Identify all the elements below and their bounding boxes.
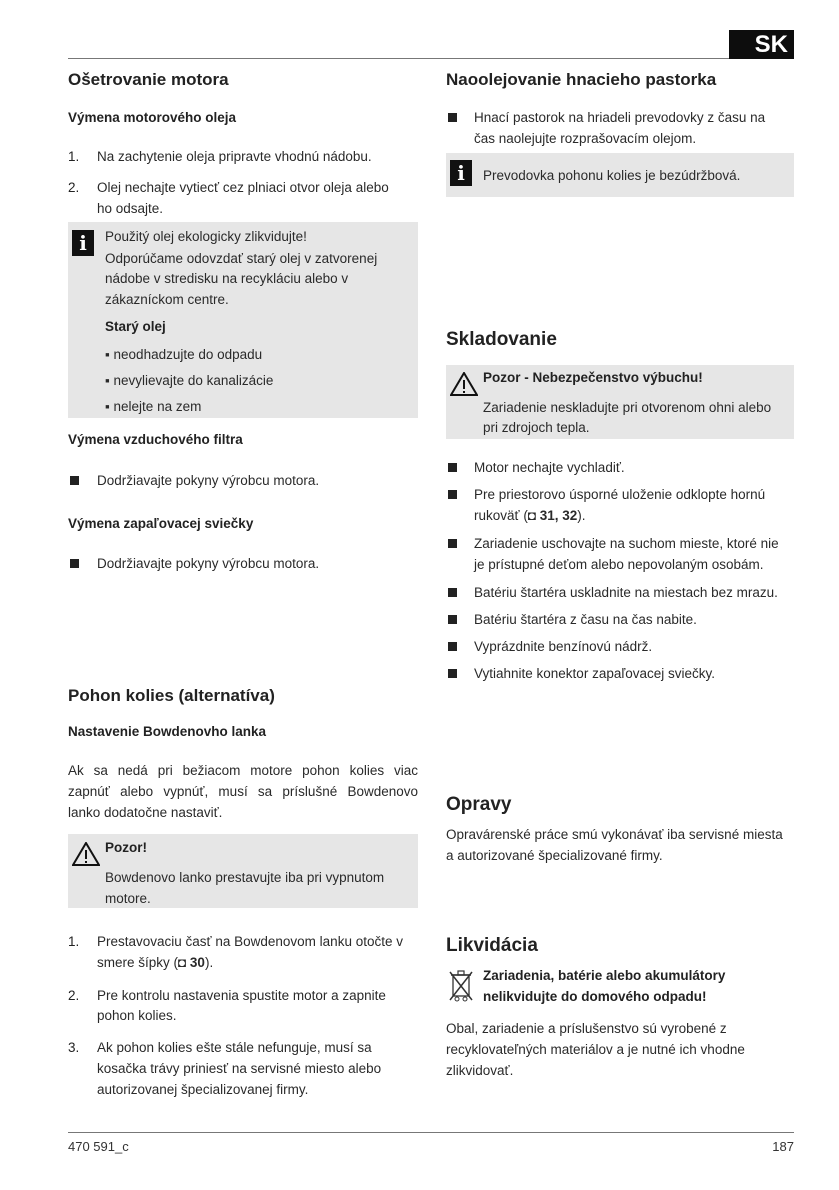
page-number: 187 [772,1139,794,1154]
bullet-text: Vytiahnite konektor zapaľovacej sviečky. [474,666,716,681]
step-number: 2. [68,988,80,1003]
info-text: Prevodovka pohonu kolies je bezúdržbová. [483,168,741,183]
info-icon: i [72,230,94,256]
bullet [448,588,457,597]
bullet [448,463,457,472]
step-number: 1. [68,934,80,949]
step-text: ). [204,955,214,970]
warning-text: Bowdenovo lanko prestavujte iba pri vypnutom [105,870,385,885]
bullet-text: Hnací pastorok na hriadeli prevodovky z času na [474,110,766,125]
info-text: nádobe v stredisku na recykláciu alebo v [105,271,349,286]
bullet [448,539,457,548]
bullet [448,113,457,122]
info-subtitle: Starý olej [105,319,166,334]
bullet-text: čas naolejujte rozprašovacím olejom. [474,131,697,146]
step-number: 2. [68,180,80,195]
figure-ref: 30 [189,955,205,970]
section-title-motor-care: Ošetrovanie motora [68,70,229,89]
language-badge: SK [729,30,794,59]
footer-rule [68,1132,794,1133]
bullet-text: je prístupné deťom alebo nepovolaným osobám. [474,557,764,572]
info-text: Použitý olej ekologicky zlikvidujte! [105,229,307,244]
info-list-item: ▪ neodhadzujte do odpadu [105,347,263,362]
subtitle-spark-plug: Výmena zapaľovacej sviečky [68,516,254,531]
step-text: Olej nechajte vytiecť cez plniaci otvor oleja alebo [97,180,389,195]
paragraph-line: lanko dodatočne nastaviť. [68,805,223,820]
info-list-item: ▪ nevylievajte do kanalizácie [105,373,274,388]
warning-text: motore. [105,891,151,906]
paragraph-line: zapnúť alebo vypnúť, musí sa príslušné Bowdenovo [68,784,418,799]
section-title-storage: Skladovanie [446,329,557,350]
bullet [448,669,457,678]
document-number: 470 591_c [68,1139,129,1154]
warning-text: Zariadenie neskladujte pri otvorenom ohni alebo [483,400,772,415]
paragraph-line: Obal, zariadenie a príslušenstvo sú vyrobené z [446,1021,727,1036]
bullet [448,642,457,651]
warning-title: Pozor! [105,840,147,855]
step-text: smere šípky ( [97,955,179,970]
paragraph-line: Ak sa nedá pri bežiacom motore pohon kolies viac [68,763,418,778]
bullet-text: Pre priestorovo úsporné uloženie odklopte hornú [474,487,766,502]
bullet-text: Dodržiavajte pokyny výrobcu motora. [97,556,320,571]
info-list-item: ▪ nelejte na zem [105,399,202,414]
paragraph-line: recyklovateľných materiálov a je nutné ich vhodne [446,1042,745,1057]
bullet-text: Batériu štartéra z času na čas nabite. [474,612,697,627]
subtitle-air-filter: Výmena vzduchového filtra [68,432,243,447]
bullet-text: Motor nechajte vychladiť. [474,460,625,475]
crossed-bin-icon [448,968,474,1004]
section-title-disposal: Likvidácia [446,935,538,956]
step-text-with-ref [97,952,213,973]
bullet [70,476,79,485]
figure-ref: 31, 32 [539,508,578,523]
bullet [70,559,79,568]
paragraph-line: Opravárenské práce smú vykonávať iba servisné miesta [446,827,783,842]
bullet-text: ). [577,508,586,523]
header-rule [68,58,794,59]
step-text: Ak pohon kolies ešte stále nefunguje, musí sa [97,1040,372,1055]
bullet-text: Zariadenie uschovajte na suchom mieste, ktoré nie [474,536,779,551]
info-text: Odporúčame odovzdať starý olej v zatvorenej [105,251,378,266]
step-text: ho odsajte. [97,201,164,216]
subtitle-oil-change: Výmena motorového oleja [68,110,237,125]
bullet-text: Dodržiavajte pokyny výrobcu motora. [97,473,320,488]
disposal-warning: Zariadenia, batérie alebo akumulátory [483,968,726,983]
bullet-text: rukoväť ( [474,508,528,523]
step-number: 3. [68,1040,80,1055]
subtitle-bowden: Nastavenie Bowdenovho lanka [68,724,267,739]
step-number: 1. [68,149,80,164]
camera-ref-icon: ◘ [178,955,190,970]
step-text: Na zachytenie oleja pripravte vhodnú nádobu. [97,149,372,164]
info-icon: i [450,160,472,186]
section-title-repairs: Opravy [446,794,512,815]
paragraph-line: zlikvidovať. [446,1063,514,1078]
section-title-wheel-drive: Pohon kolies (alternatíva) [68,686,275,705]
bullet-text: Batériu štartéra uskladnite na miestach bez mrazu. [474,585,778,600]
bullet [448,615,457,624]
info-text: zákazníckom centre. [105,292,229,307]
bullet-text-with-ref [474,505,586,526]
step-text: pohon kolies. [97,1008,177,1023]
section-title-pinion: Naoolejovanie hnacieho pastorka [446,70,717,89]
step-text: Pre kontrolu nastavenia spustite motor a zapnite [97,988,386,1003]
bullet-text: Vyprázdnite benzínovú nádrž. [474,639,653,654]
step-text: kosačka trávy priniesť na servisné miesto alebo [97,1061,382,1076]
step-text: autorizovanej špecializovanej firmy. [97,1082,309,1097]
paragraph-line: a autorizované špecializované firmy. [446,848,663,863]
warning-icon [72,842,100,866]
disposal-warning: nelikvidujte do domového odpadu! [483,989,707,1004]
warning-text: pri zdrojoch tepla. [483,420,590,435]
warning-icon [450,372,478,396]
step-text: Prestavovaciu časť na Bowdenovom lanku otočte v [97,934,403,949]
warning-title: Pozor - Nebezpečenstvo výbuchu! [483,370,703,385]
bullet [448,490,457,499]
camera-ref-icon: ◘ [527,508,540,523]
